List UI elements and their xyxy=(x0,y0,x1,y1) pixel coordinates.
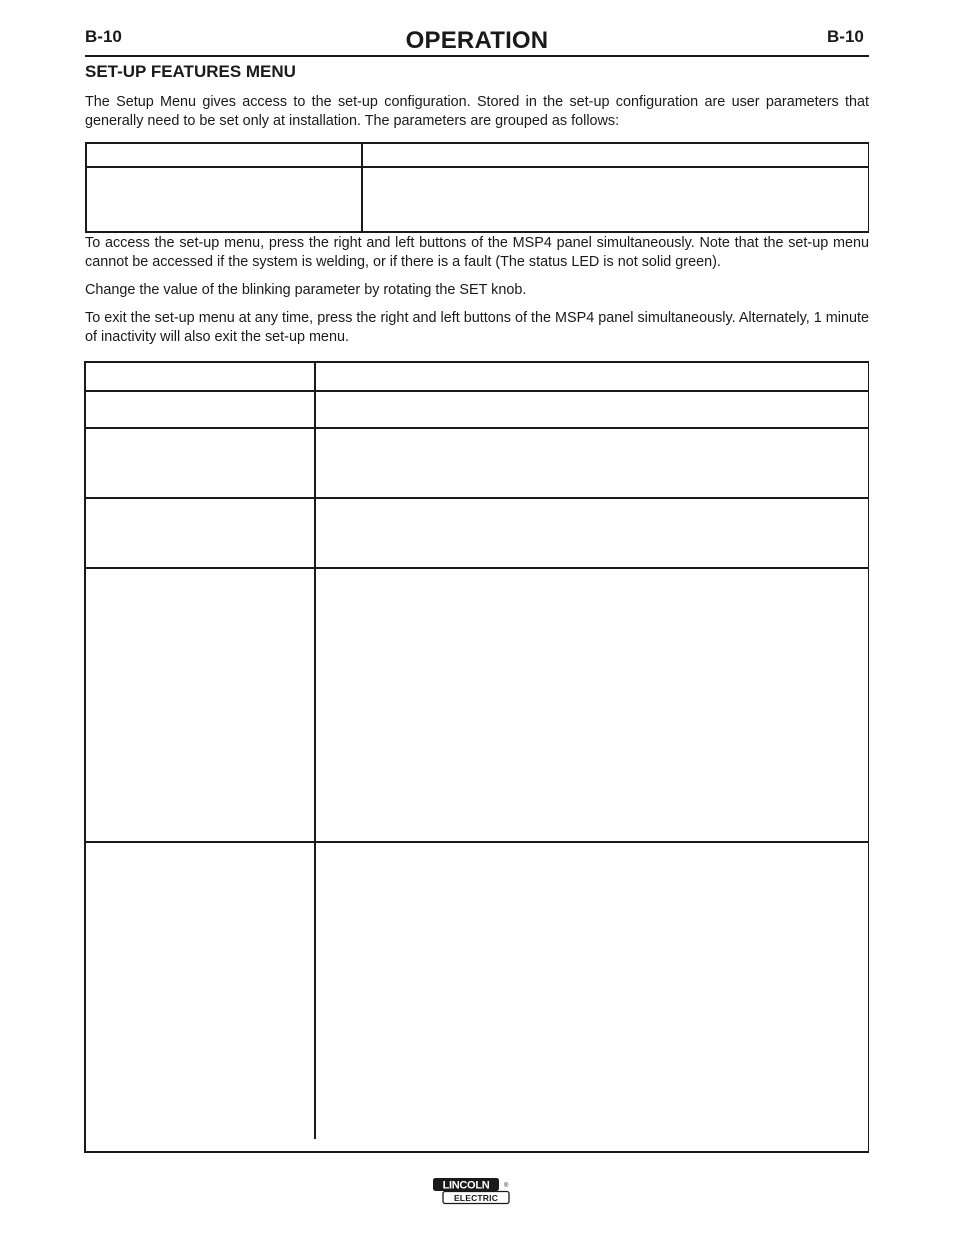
exit-paragraph: To exit the set-up menu at any time, press the right and left buttons of the MSP4 panel simultaneously. Alternately, 1 minute of inactivity will also exit the set-up menu. xyxy=(85,310,869,345)
page-number-left: B-10 xyxy=(85,27,122,46)
table-header-cell xyxy=(87,144,359,165)
table-header-cell xyxy=(364,144,866,165)
table-cell xyxy=(87,169,359,230)
logo-brand-bottom: ELECTRIC xyxy=(453,1192,499,1203)
setup-parameters-table xyxy=(84,361,869,1153)
change-paragraph: Change the value of the blinking parameter by rotating the SET knob. xyxy=(85,282,527,298)
access-paragraph: To access the set-up menu, press the right and left buttons of the MSP4 panel simultaneously. Note that the set-up menu cannot be accessed if the system is welding, or if there is a fault (The status LED is not solid green). xyxy=(85,235,869,270)
table-header-cell xyxy=(317,363,866,389)
section-heading: SET-UP FEATURES MENU xyxy=(85,62,296,81)
table-row xyxy=(86,843,866,1150)
table-row xyxy=(86,499,866,566)
table-row xyxy=(86,429,866,496)
table-cell xyxy=(364,169,866,230)
lincoln-electric-logo xyxy=(432,1176,512,1205)
parameter-group-table xyxy=(85,142,869,232)
logo-brand-top: LINCOLN xyxy=(442,1179,490,1192)
page-number-right: B-10 xyxy=(827,27,864,46)
table-row xyxy=(86,569,866,840)
table-row xyxy=(86,392,866,426)
intro-paragraph: The Setup Menu gives access to the set-up configuration. Stored in the set-up configuration are user parameters that generally need to be set only at installation. The parameters are grouped as follows: xyxy=(85,94,869,129)
page-title: OPERATION xyxy=(405,27,549,54)
table-header-cell xyxy=(86,363,312,389)
header-rule xyxy=(85,55,869,57)
registered-mark: ® xyxy=(504,1183,509,1189)
